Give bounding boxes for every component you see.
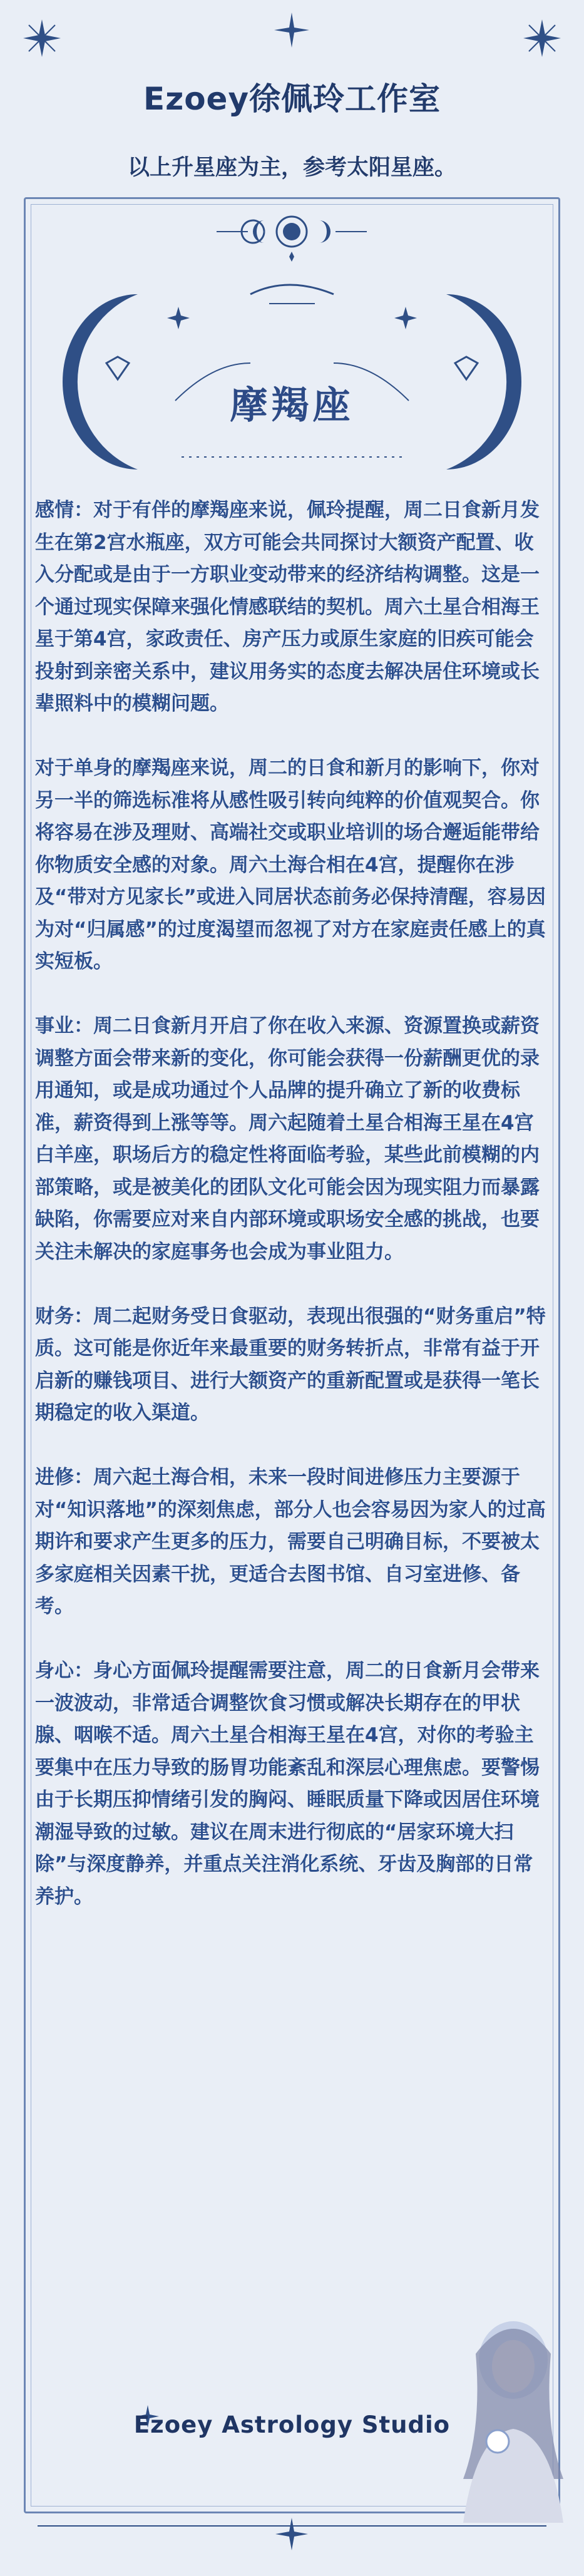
studio-title: Ezoey徐佩玲工作室 — [143, 81, 441, 117]
illustration-figure — [438, 2316, 570, 2523]
paragraph-love-single: 对于单身的摩羯座来说，周二的日食和新月的影响下，你对另一半的筛选标准将从感性吸引转向纯粹的价值观契合。你将容易在涉及理财、高端社交或职业培训的场合邂逅能带给你物质安全感的对象。周六土海合相在4宫，提醒你在涉及“带对方见家长”或进入同居状态前务必保持清醒，容易因为对“归属感”的过度渴望而忽视了对方在家庭责任感上的真实短板。 — [35, 757, 546, 973]
paragraph-career: 事业：周二日食新月开启了你在收入来源、资源置换或薪资调整方面会带来新的变化，你可能会获得一份薪酬更优的录用通知，或是成功通过个人品牌的提升确立了新的收费标准，薪资得到上涨等等。周六起随着土星合相海王星在4宫白羊座，职场后方的稳定性将面临考验，某些此前模糊的内部策略，或是被美化的团队文化可能会因为现实阻力而暴露缺陷，你需要应对来自内部环境或职场安全感的挑战，也要关注未解决的家庭事务也会成为事业阻力。 — [35, 1015, 540, 1263]
corner-ornament-top-right — [520, 16, 564, 60]
sign-title: 摩羯座 — [230, 384, 354, 428]
footer-studio-name: Ezoey Astrology Studio — [133, 2411, 451, 2438]
page-subtitle: 以上升星座为主，参考太阳星座。 — [127, 155, 456, 180]
star-ornament-top — [273, 11, 310, 49]
paragraph-study: 进修：周六起土海合相，未来一段时间进修压力主要源于对“知识落地”的深刻焦虑，部分人也会容易因为家人的过高期许和要求产生更多的压力，需要自己明确目标，不要被太多家庭相关因素干扰，更适合去图书馆、自习室进修、备考。 — [35, 1466, 546, 1618]
horoscope-content — [35, 495, 550, 1913]
paragraph-love-partnered: 感情：对于有伴的摩羯座来说，佩玲提醒，周二日食新月发生在第2宫水瓶座，双方可能会共同探讨大额资产配置、收入分配或是由于一方职业变动带来的经济结构调整。这是一个通过现实保障来强化情感联结的契机。周六土星合相海王星于第4宫，家政责任、房产压力或原生家庭的旧疾可能会投射到亲密关系中，建议用务实的态度去解决居住环境或长辈照料中的模糊问题。 — [35, 499, 540, 715]
paragraph-finance: 财务：周二起财务受日食驱动，表现出很强的“财务重启”特质。这可能是你近年来最重要的财务转折点，非常有益于开启新的赚钱项目、进行大额资产的重新配置或是获得一笔长期稳定的收入渠道。 — [35, 1305, 546, 1424]
moon-phase-ornament — [204, 207, 379, 263]
star-ornament-bottom — [274, 2517, 309, 2552]
paragraph-health: 身心：身心方面佩玲提醒需要注意，周二的日食新月会带来一波波动，非常适合调整饮食习惯或解决长期存在的甲状腺、咽喉不适。周六土星合相海王星在4宫，对你的考验主要集中在压力导致的肠胃功能紊乱和深层心理焦虑。要警惕由于长期压抑情绪引发的胸闷、睡眠质量下降或因居住环境潮湿导致的过敏。建议在周末进行彻底的“居家环境大扫除”与深度静养，并重点关注消化系统、牙齿及胸部的日常养护。 — [35, 1660, 540, 1908]
corner-ornament-top-left — [20, 16, 64, 60]
